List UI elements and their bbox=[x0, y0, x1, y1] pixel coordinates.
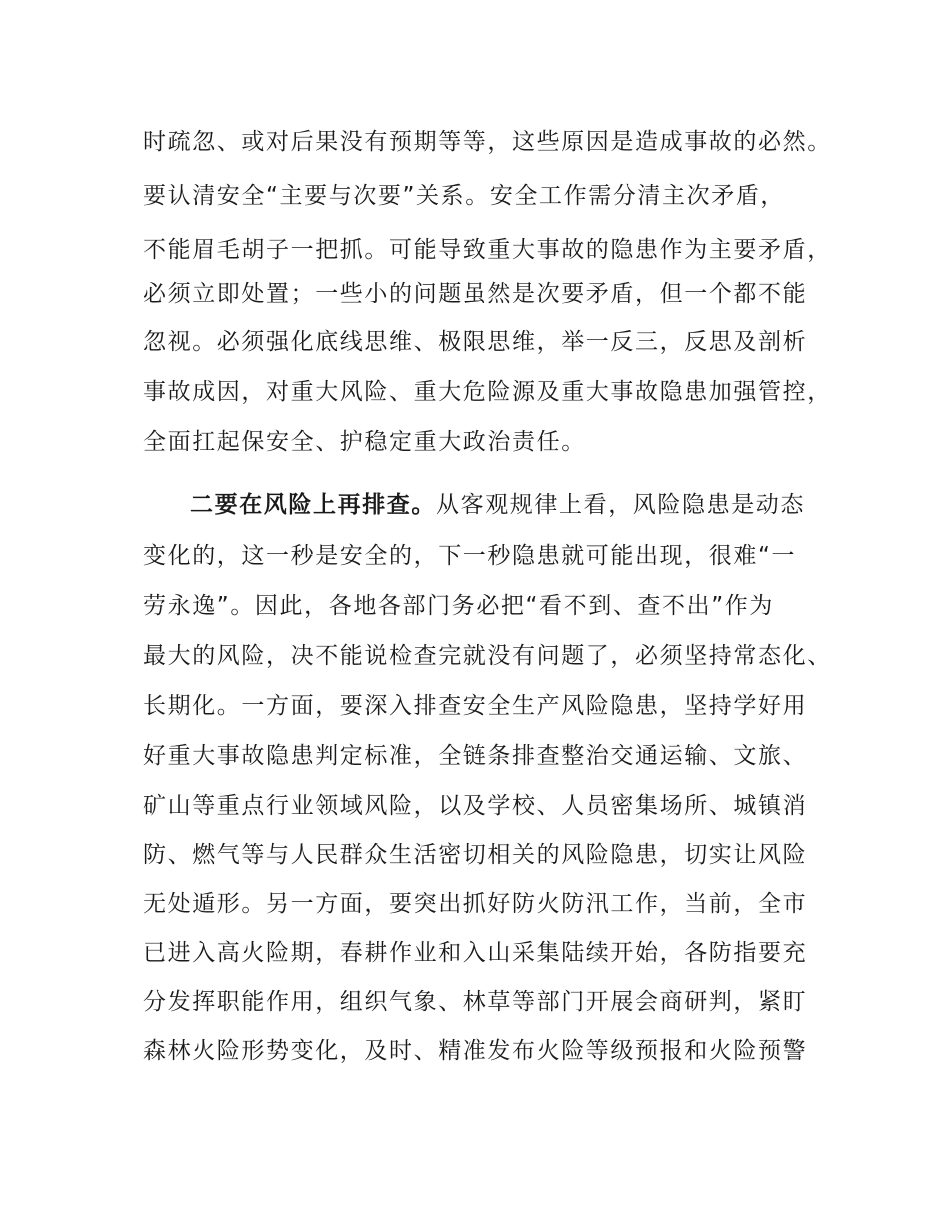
text-line: 变化的，这一秒是安全的，下一秒隐患就可能出现，很难“一 bbox=[143, 543, 797, 569]
text-line: 好重大事故隐患判定标准，全链条排查整治交通运输、文旅、 bbox=[143, 743, 808, 769]
text-line: 必须立即处置；一些小的问题虽然是次要矛盾，但一个都不能 bbox=[143, 281, 808, 307]
paragraph-first-line bbox=[190, 490, 805, 520]
text-line: 事故成因，对重大风险、重大危险源及重大事故隐患加强管控， bbox=[143, 379, 832, 405]
text-line: 矿山等重点行业领域风险，以及学校、人员密集场所、城镇消 bbox=[143, 793, 808, 819]
text-line: 最大的风险，决不能说检查完就没有问题了，必须坚持常态化、 bbox=[143, 643, 832, 669]
text-line: 时疏忽、或对后果没有预期等等，这些原因是造成事故的必然。 bbox=[143, 129, 832, 155]
text-line: 长期化。一方面，要深入排查安全生产风险隐患，坚持学好用 bbox=[143, 693, 808, 719]
text-line: 分发挥职能作用，组织气象、林草等部门开展会商研判，紧盯 bbox=[143, 989, 808, 1015]
text-line: 已进入高火险期，春耕作业和入山采集陆续开始，各防指要充 bbox=[143, 940, 808, 966]
text-line: 全面扛起保安全、护稳定重大政治责任。 bbox=[143, 429, 586, 455]
text-line: 劳永逸”。因此，各地各部门务必把“看不到、查不出”作为 bbox=[143, 593, 774, 619]
text-line: 不能眉毛胡子一把抓。可能导致重大事故的隐患作为主要矛盾， bbox=[143, 237, 832, 263]
paragraph-heading: 二要在风险上再排查。 bbox=[190, 492, 436, 518]
text-line: 森林火险形势变化，及时、精准发布火险等级预报和火险预警 bbox=[143, 1038, 808, 1064]
text-line: 要认清安全“主要与次要”关系。安全工作需分清主次矛盾， bbox=[143, 183, 786, 209]
text-line: 防、燃气等与人民群众生活密切相关的风险隐患，切实让风险 bbox=[143, 842, 808, 868]
text-line: 忽视。必须强化底线思维、极限思维，举一反三，反思及剖析 bbox=[143, 329, 808, 355]
text-line: 无处遁形。另一方面，要突出抓好防火防汛工作，当前，全市 bbox=[143, 891, 808, 917]
paragraph-first-line-text: 从客观规律上看，风险隐患是动态 bbox=[436, 492, 805, 518]
